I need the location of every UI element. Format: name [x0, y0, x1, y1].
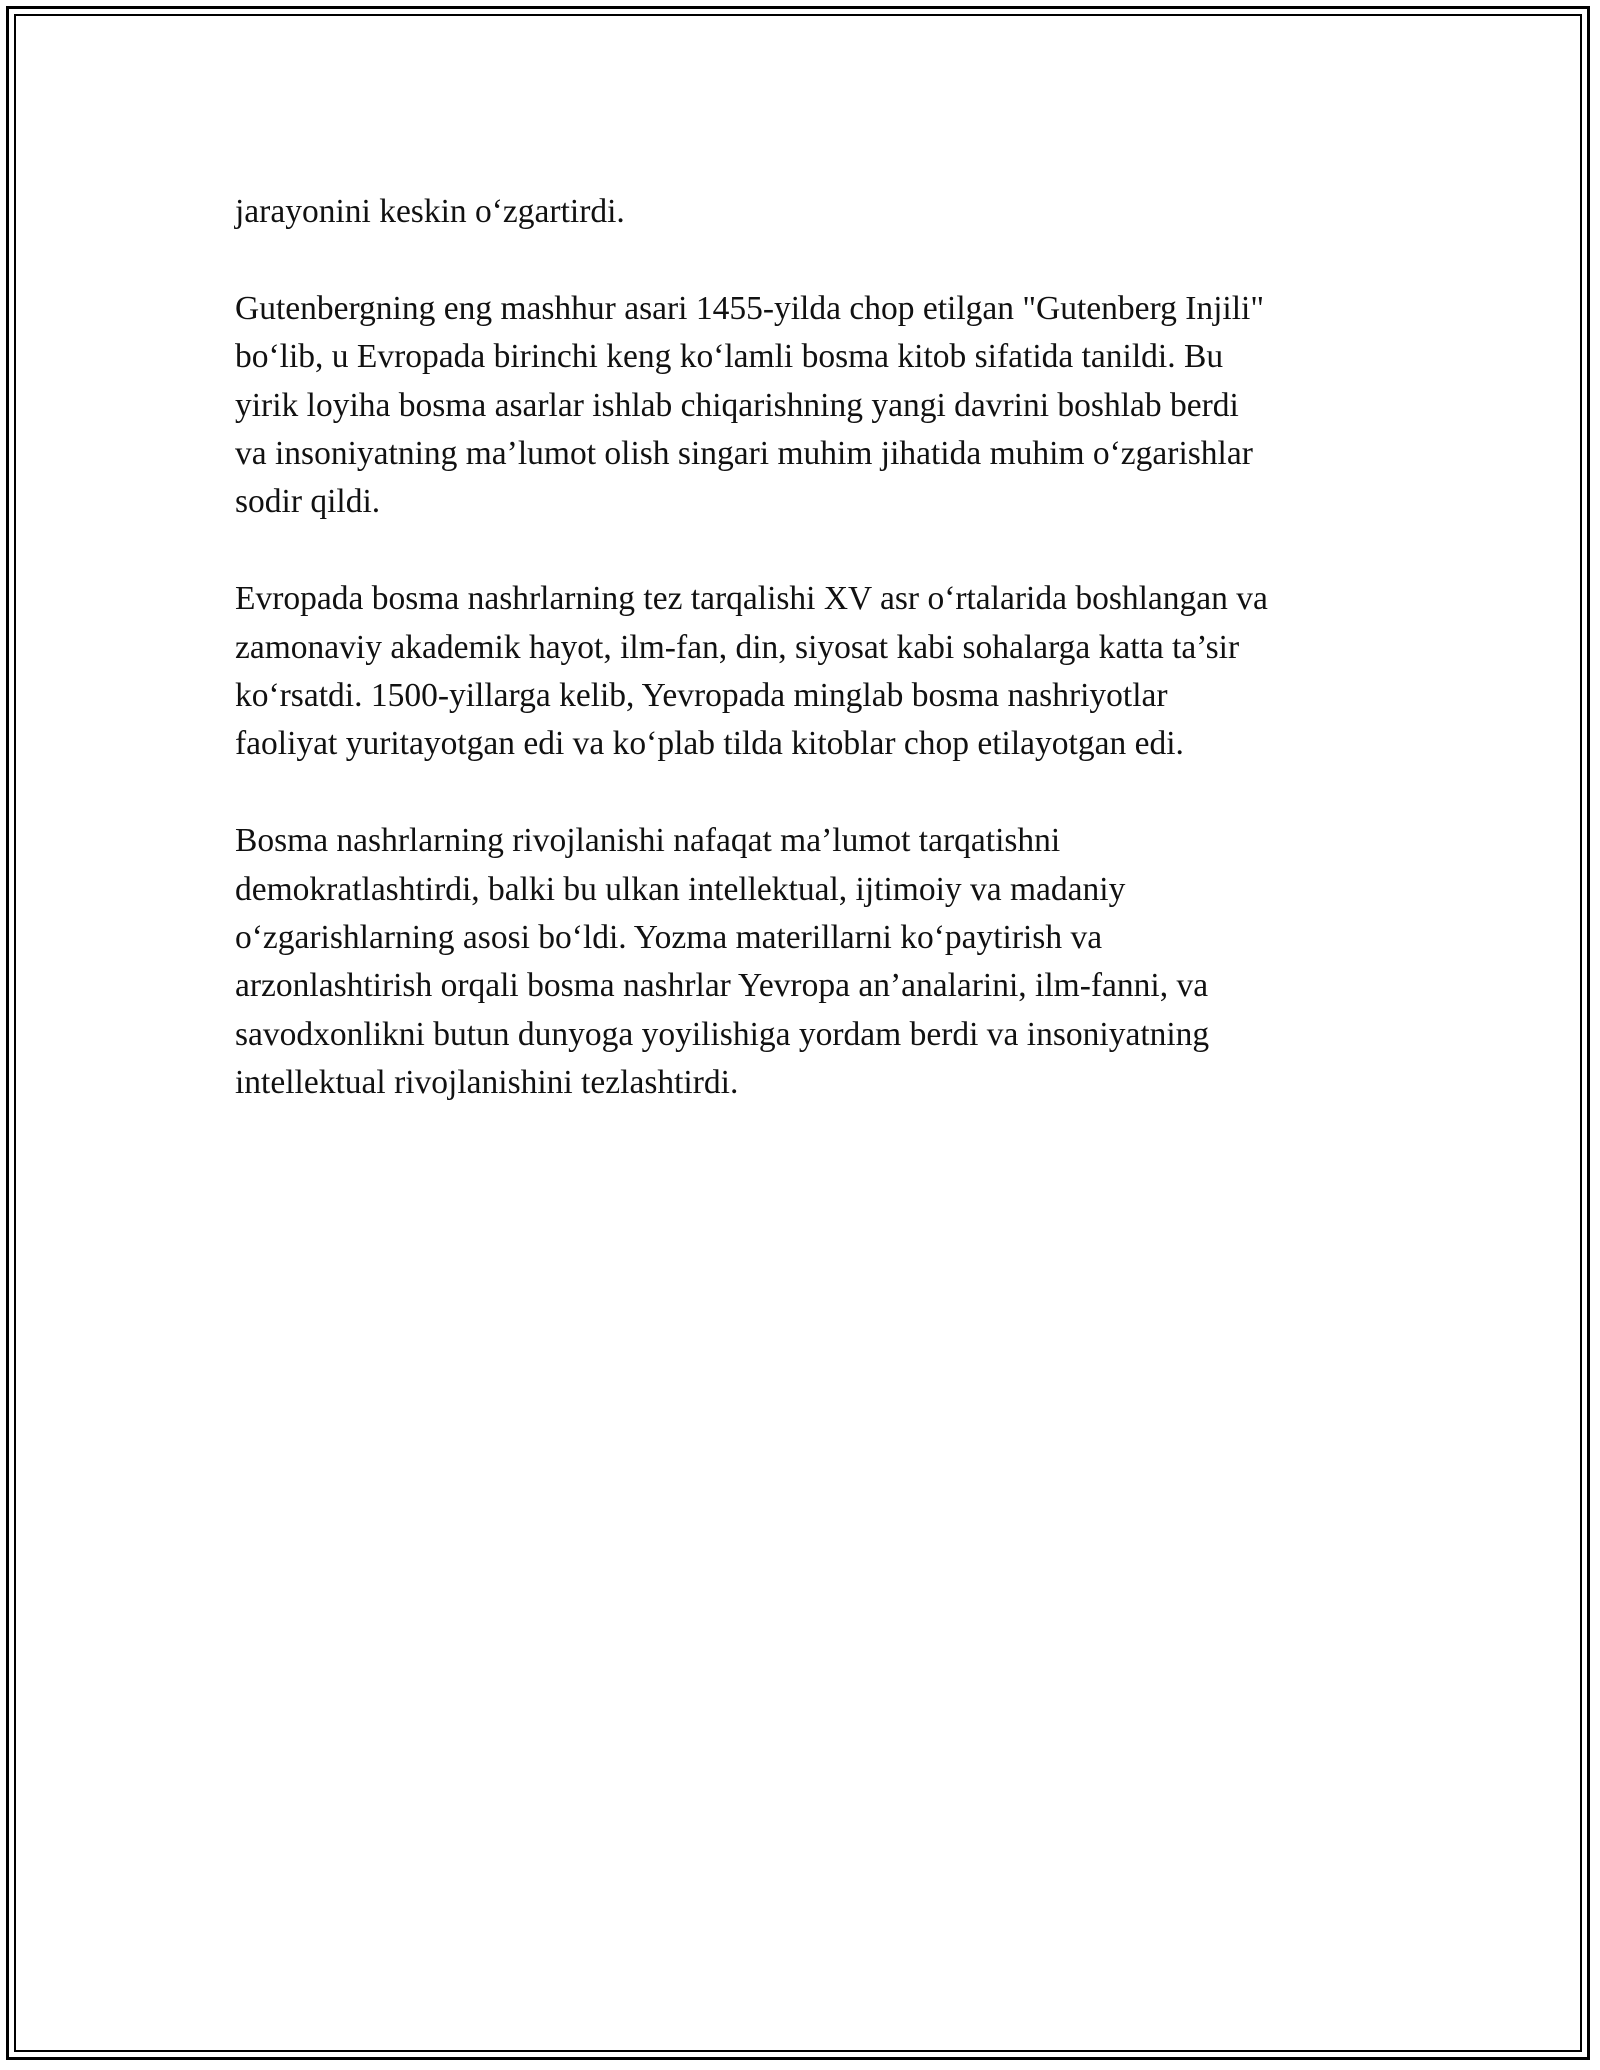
text-line: intellektual rivojlanishini tezlashtirdi. — [235, 1064, 739, 1102]
document-body — [235, 188, 1375, 1156]
text-line: demokratlashtirdi, balki bu ulkan intellektual, ijtimoiy va madaniy — [235, 870, 1126, 908]
text-line: savodxonlikni butun dunyoga yoyilishiga yordam berdi va insoniyatning — [235, 1015, 1210, 1053]
paragraph-2 — [235, 285, 1375, 527]
text-line: Evropada bosma nashrlarning tez tarqalishi XV asr o‘rtalarida boshlangan va — [235, 580, 1268, 618]
text-line: Gutenbergning eng mashhur asari 1455-yilda chop etilgan "Gutenberg Injili" — [235, 289, 1265, 327]
text-line: o‘zgarishlarning asosi bo‘ldi. Yozma materillarni ko‘paytirish va — [235, 919, 1103, 957]
text-line: faoliyat yuritayotgan edi va ko‘plab tilda kitoblar chop etilayotgan edi. — [235, 725, 1184, 763]
text-line: ko‘rsatdi. 1500-yillarga kelib, Yevropada minglab bosma nashriyotlar — [235, 677, 1168, 715]
text-line: arzonlashtirish orqali bosma nashrlar Yevropa an’analarini, ilm-fanni, va — [235, 967, 1209, 1005]
text-line: yirik loyiha bosma asarlar ishlab chiqarishning yangi davrini boshlab berdi — [235, 386, 1239, 424]
text-line: zamonaviy akademik hayot, ilm-fan, din, siyosat kabi sohalarga katta ta’sir — [235, 628, 1240, 666]
text-line: bo‘lib, u Evropada birinchi keng ko‘lamli bosma kitob sifatida tanildi. Bu — [235, 338, 1224, 376]
paragraph-4 — [235, 817, 1375, 1107]
text-line: Bosma nashrlarning rivojlanishi nafaqat ma’lumot tarqatishni — [235, 822, 1061, 860]
paragraph-3 — [235, 575, 1375, 769]
text-line: jarayonini keskin o‘zgartirdi. — [235, 193, 625, 230]
paragraph-1 — [235, 188, 1375, 236]
text-line: sodir qildi. — [235, 483, 381, 521]
text-line: va insoniyatning ma’lumot olish singari muhim jihatida muhim o‘zgarishlar — [235, 435, 1253, 473]
